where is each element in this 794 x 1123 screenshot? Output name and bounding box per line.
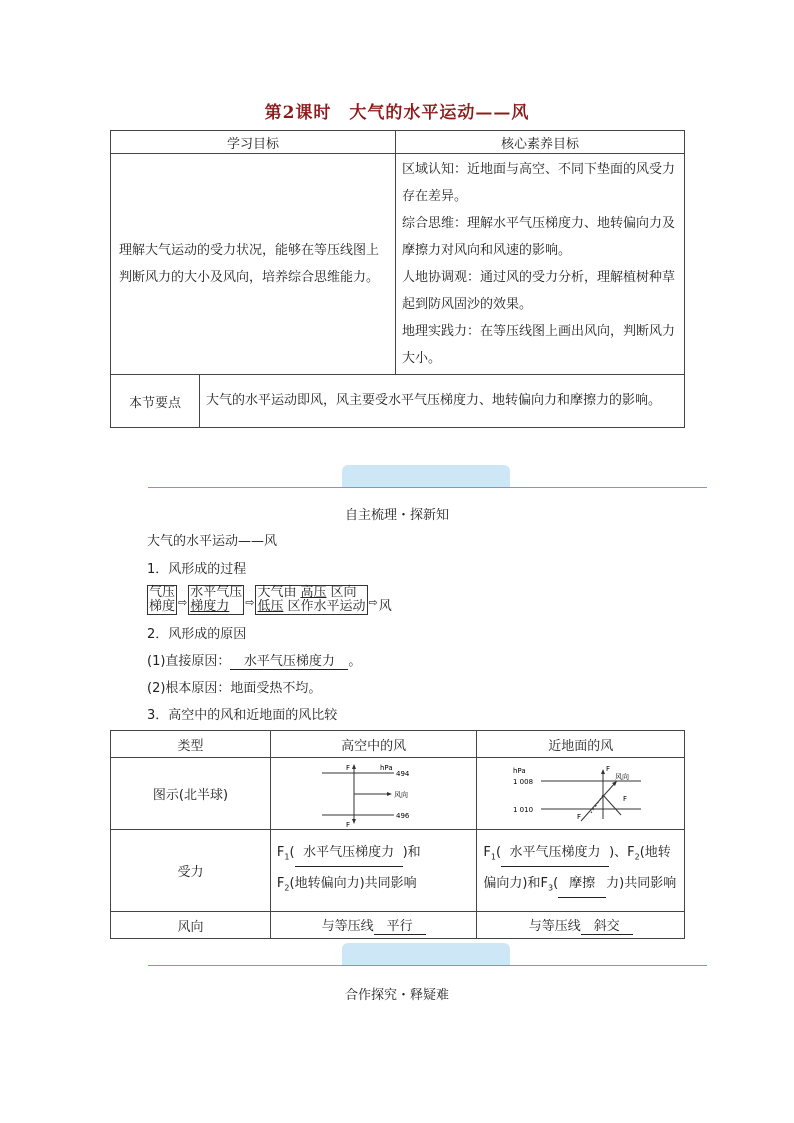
flow-box-pgf: 水平气压 梯度力 <box>190 585 243 614</box>
item-2-2: (2)根本原因：地面受热不均。 <box>147 681 322 696</box>
answer-low-f3: 摩擦 <box>558 871 606 898</box>
core-goal-harmony: 人地协调观：通过风的受力分析，理解植树种草起到防风固沙的效果。 <box>402 270 676 312</box>
key-points: 大气的水平运动即风，风主要受水平气压梯度力、地转偏向力和摩擦力的影响。 <box>200 375 685 428</box>
section-heading-self-study: 自主梳理・探新知 <box>344 508 449 523</box>
core-goal-thinking: 综合思维：理解水平气压梯度力、地转偏向力及摩擦力对风向和风速的影响。 <box>402 216 676 258</box>
svg-text:494: 494 <box>395 769 410 778</box>
page-title: 第2课时 大气的水平运动——风 <box>264 103 530 123</box>
goals-header-core: 核心素养目标 <box>396 131 685 154</box>
diagram-near-surface <box>477 758 685 830</box>
section-banner-tab <box>342 943 510 965</box>
section-banner-line <box>148 487 707 488</box>
arrow-icon: ⇨ <box>245 596 255 609</box>
compare-table <box>110 730 685 939</box>
near-surface-forces: $F_1$( 水平气压梯度力 )、$F_2$(地转偏向力)和$F_3$( 摩擦 力)共同影响 <box>477 830 685 912</box>
high-altitude-forces: $F_1$( 水平气压梯度力 )和 $F_2$(地转偏向力)共同影响 <box>270 830 476 912</box>
row-label-diagram: 图示(北半球) <box>111 758 271 830</box>
compare-header-high: 高空中的风 <box>270 731 476 758</box>
core-goals <box>396 154 685 375</box>
svg-text:F: F <box>345 763 350 772</box>
goals-header-learning: 学习目标 <box>111 131 396 154</box>
flow-box-pressure-gradient: 气压 梯度 <box>149 585 176 614</box>
answer-low-direction: 斜交 <box>581 915 633 935</box>
high-altitude-direction: 与等压线 平行 <box>270 912 476 939</box>
arrow-icon: ⇨ <box>178 596 188 609</box>
arrow-icon: ⇨ <box>368 596 378 609</box>
item-1-heading: 1．风形成的过程 <box>147 562 247 577</box>
answer-low-f1: 水平气压梯度力 <box>501 840 609 867</box>
section-banner-tab <box>342 465 510 487</box>
svg-text:496: 496 <box>395 811 410 820</box>
answer-high-direction: 平行 <box>374 915 426 935</box>
svg-text:hPa: hPa <box>379 763 393 772</box>
compare-header-type: 类型 <box>111 731 271 758</box>
goals-table <box>110 130 685 428</box>
subtitle: 大气的水平运动——风 <box>147 534 278 549</box>
learning-goal: 理解大气运动的受力状况，能够在等压线图上判断风力的大小及风向，培养综合思维能力。 <box>111 154 396 375</box>
answer-high-f1: 水平气压梯度力 <box>295 840 403 867</box>
item-3-heading: 3．高空中的风和近地面的风比较 <box>147 708 338 723</box>
near-surface-direction: 与等压线 斜交 <box>477 912 685 939</box>
row-label-forces: 受力 <box>111 830 271 912</box>
section-heading-cooperative: 合作探究・释疑难 <box>344 988 449 1003</box>
row-label-direction: 风向 <box>111 912 271 939</box>
svg-text:风向: 风向 <box>614 772 629 781</box>
svg-text:hPa: hPa <box>512 766 526 775</box>
flow-box-air-motion: 大气由 高压 区向 低压 区作水平运动 <box>257 585 366 614</box>
svg-text:F: F <box>622 794 627 803</box>
section-banner-line <box>148 965 707 966</box>
compare-header-low: 近地面的风 <box>477 731 685 758</box>
high-altitude-wind-diagram <box>314 761 434 827</box>
svg-text:风向: 风向 <box>393 790 408 799</box>
item-2-heading: 2．风形成的原因 <box>147 627 247 642</box>
core-goal-practice: 地理实践力：在等压线图上画出风向，判断风力大小。 <box>402 324 676 366</box>
svg-text:F: F <box>345 820 350 827</box>
answer-direct-cause: 水平气压梯度力 <box>230 650 348 670</box>
svg-text:F: F <box>605 764 610 773</box>
flow-end-wind: 风 <box>378 599 392 614</box>
key-points-label: 本节要点 <box>111 375 200 428</box>
diagram-high-altitude <box>270 758 476 830</box>
svg-text:1 010: 1 010 <box>512 805 533 814</box>
item-2-1: (1)直接原因： 水平气压梯度力 。 <box>147 650 361 670</box>
core-goal-region: 区域认知：近地面与高空、不同下垫面的风受力存在差异。 <box>402 162 676 204</box>
svg-text:F: F <box>576 812 581 821</box>
wind-formation-flow <box>147 585 392 615</box>
svg-text:1 008: 1 008 <box>512 777 533 786</box>
near-surface-wind-diagram <box>511 761 651 827</box>
